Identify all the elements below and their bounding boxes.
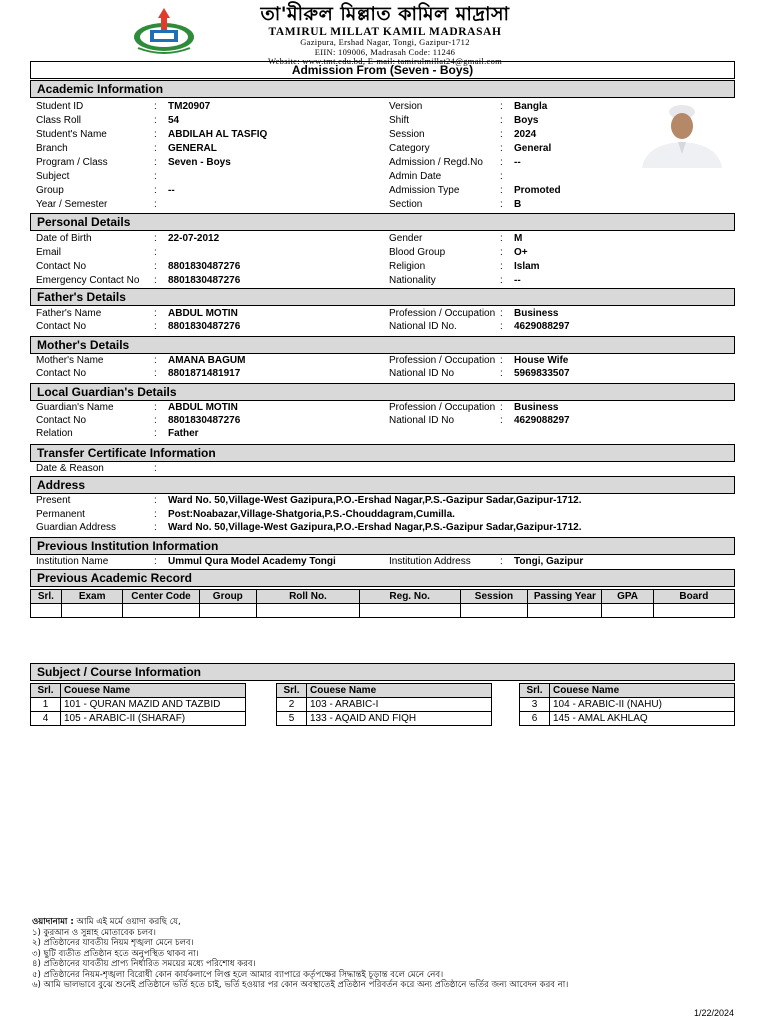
father-field-value: Business xyxy=(514,308,559,319)
previous-record-cell xyxy=(61,604,123,618)
academic-field-label: Version xyxy=(389,101,423,112)
mother-row xyxy=(36,354,726,367)
header-text xyxy=(220,2,550,67)
academic-field-label: Branch xyxy=(36,143,68,154)
subject-row xyxy=(520,698,735,712)
academic-field-label: Group xyxy=(36,185,64,196)
address-row xyxy=(36,508,726,521)
subject-row xyxy=(277,698,492,712)
previous-record-column-header: Center Code xyxy=(123,590,199,604)
colon: : xyxy=(154,415,157,426)
declaration-heading xyxy=(32,917,752,928)
father-field-label: Father's Name xyxy=(36,308,102,319)
guardian-row xyxy=(36,401,726,414)
previous-record-cell xyxy=(602,604,653,618)
academic-field-value: Promoted xyxy=(514,185,561,196)
guardian-field-value: Business xyxy=(514,402,559,413)
subject-header-row xyxy=(31,684,246,698)
personal-field-label: Nationality xyxy=(389,275,436,286)
subject-name-header: Couese Name xyxy=(550,684,735,698)
academic-field-label: Admission Type xyxy=(389,185,460,196)
guardian-field-label: Guardian's Name xyxy=(36,402,114,413)
colon: : xyxy=(154,275,157,286)
mother-field-value: AMANA BAGUM xyxy=(168,355,246,366)
academic-row xyxy=(36,100,726,113)
mother-field-label: Contact No xyxy=(36,368,87,379)
personal-row xyxy=(36,274,726,287)
academic-field-label: Admission / Regd.No xyxy=(389,157,483,168)
previous-record-column-header: Board xyxy=(653,590,734,604)
colon: : xyxy=(154,463,157,474)
colon: : xyxy=(500,247,503,258)
subject-name: 103 - ARABIC-I xyxy=(307,698,492,712)
academic-field-value: B xyxy=(514,199,522,210)
mother-row xyxy=(36,367,726,380)
colon: : xyxy=(500,185,503,196)
address-label: Permanent xyxy=(36,508,85,520)
madrasah-name-english: TAMIRUL MILLAT KAMIL MADRASAH xyxy=(268,26,502,38)
colon: : xyxy=(500,402,503,413)
personal-field-value: 8801830487276 xyxy=(168,275,241,286)
academic-field-label: Year / Semester xyxy=(36,199,108,210)
section-previous-institution: Previous Institution Information xyxy=(30,537,735,555)
section-previous-record: Previous Academic Record xyxy=(30,569,735,587)
previous-record-column-header: Passing Year xyxy=(528,590,602,604)
colon: : xyxy=(500,368,503,379)
personal-field-label: Email xyxy=(36,247,62,258)
academic-field-label: Student ID xyxy=(36,101,84,112)
colon: : xyxy=(154,233,157,244)
colon: : xyxy=(154,261,157,272)
madrasah-address: Gazipura, Ershad Nagar, Tongi, Gazipur-1712 xyxy=(300,37,470,47)
mother-field-label: Mother's Name xyxy=(36,355,104,366)
academic-field-label: Section xyxy=(389,199,423,210)
tc-date-reason-row xyxy=(36,462,726,475)
guardian-field-value: 4629088297 xyxy=(514,415,570,426)
academic-field-label: Class Roll xyxy=(36,115,82,126)
subject-row xyxy=(31,712,246,726)
colon: : xyxy=(154,157,157,168)
section-subjects: Subject / Course Information xyxy=(30,663,735,681)
father-row xyxy=(36,307,726,320)
colon: : xyxy=(154,495,157,506)
subject-header-row xyxy=(520,684,735,698)
declaration-item: ৬) আমি ভালভাবে বুঝে শুনেই প্রতিষ্ঠানে ভর্তি হতে চাই, ভর্তি হওয়ার পর কোন অবস্থাতেই প্রতিষ্ঠান পরিবর্তন করে অন্য প্রতিষ্ঠানে ভর্তির জন্য আবেদন করব না। xyxy=(32,980,569,990)
guardian-field-value: ABDUL MOTIN xyxy=(168,402,238,413)
personal-field-value: M xyxy=(514,233,523,244)
madrasah-codes: EIIN: 109006, Madrasah Code: 11246 xyxy=(314,46,456,57)
subject-srl: 3 xyxy=(520,698,550,712)
subject-srl-header: Srl. xyxy=(277,684,307,698)
colon: : xyxy=(154,115,157,126)
declaration-intro: আমি এই মর্মে ওয়াদা করছি যে, xyxy=(73,917,181,927)
madrasah-web: Website: www.tmt.edu.bd, E-mail: tamirulmillat24@gmail.com xyxy=(267,56,503,66)
academic-field-value: Seven - Boys xyxy=(168,157,231,168)
personal-field-value: O+ xyxy=(514,247,528,258)
colon: : xyxy=(500,115,503,126)
academic-field-label: Student's Name xyxy=(36,129,107,140)
academic-row xyxy=(36,156,726,169)
declaration-item: ৫) প্রতিষ্ঠানের নিয়ম-শৃঙ্খলা বিরোধী কোন কার্যকলাপে লিপ্ত হলে আমার ব্যাপারে কর্তৃপক্ষের সিদ্ধান্তই চূড়ান্ত বলে মেনে নেব। xyxy=(32,969,444,980)
colon: : xyxy=(154,247,157,258)
academic-row xyxy=(36,198,726,211)
subject-name: 133 - AQAID AND FIQH xyxy=(307,712,492,726)
father-field-value: ABDUL MOTIN xyxy=(168,308,238,319)
academic-row xyxy=(36,128,726,141)
academic-field-value: ABDILAH AL TASFIQ xyxy=(168,129,268,140)
previous-record-column-header: Roll No. xyxy=(257,590,360,604)
declaration-item: ২) প্রতিষ্ঠানের যাবতীয় নিয়ম শৃঙ্খলা মেনে চলব। xyxy=(32,938,194,948)
subject-srl-header: Srl. xyxy=(520,684,550,698)
subject-table xyxy=(276,683,492,726)
institution-address-value: Tongi, Gazipur xyxy=(514,556,584,567)
academic-row xyxy=(36,114,726,127)
colon: : xyxy=(154,402,157,413)
personal-field-value: 8801830487276 xyxy=(168,261,241,272)
mother-field-value: House Wife xyxy=(514,355,569,366)
subject-row xyxy=(520,712,735,726)
subject-srl: 4 xyxy=(31,712,61,726)
colon: : xyxy=(154,185,157,196)
institution-name-label: Institution Name xyxy=(36,556,109,567)
institution-name-value: Ummul Qura Model Academy Tongi xyxy=(168,556,336,567)
institution-address-label: Institution Address xyxy=(389,556,471,567)
academic-field-label: Shift xyxy=(389,115,410,126)
subject-srl: 5 xyxy=(277,712,307,726)
subject-table xyxy=(30,683,246,726)
personal-field-label: Emergency Contact No xyxy=(36,275,140,286)
academic-field-value: TM20907 xyxy=(168,101,211,112)
colon: : xyxy=(154,556,157,567)
personal-field-label: Date of Birth xyxy=(36,233,92,244)
personal-field-label: Blood Group xyxy=(389,247,446,258)
section-academic: Academic Information xyxy=(30,80,735,98)
previous-record-column-header: GPA xyxy=(602,590,653,604)
personal-field-label: Religion xyxy=(389,261,426,272)
declaration xyxy=(32,917,752,991)
colon: : xyxy=(154,308,157,319)
address-row xyxy=(36,494,726,507)
father-row xyxy=(36,320,726,333)
subject-srl: 6 xyxy=(520,712,550,726)
academic-row xyxy=(36,184,726,197)
subject-srl: 1 xyxy=(31,698,61,712)
colon: : xyxy=(500,233,503,244)
madrasah-logo-icon xyxy=(128,4,200,56)
subject-srl: 2 xyxy=(277,698,307,712)
mother-field-value: 5969833507 xyxy=(514,368,570,379)
colon: : xyxy=(154,199,157,210)
colon: : xyxy=(500,415,503,426)
form-title: Admission From (Seven - Boys) xyxy=(30,61,735,79)
academic-field-label: Program / Class xyxy=(36,157,108,168)
father-field-label: National ID No. xyxy=(389,321,457,332)
subject-name-header: Couese Name xyxy=(307,684,492,698)
academic-field-value: Bangla xyxy=(514,101,548,112)
academic-field-value: -- xyxy=(514,157,521,168)
guardian-field-label: Relation xyxy=(36,428,73,439)
personal-row xyxy=(36,232,726,245)
colon: : xyxy=(500,129,503,140)
declaration-item: ৩) ছুটি ব্যতীত প্রতিষ্ঠান হতে অনুপস্থিত থাকব না। xyxy=(32,948,199,959)
student-photo xyxy=(636,102,728,168)
colon: : xyxy=(154,321,157,332)
colon: : xyxy=(154,368,157,379)
address-value: Post:Noabazar,Village-Shatgoria,P.S.-Chouddagram,Cumilla. xyxy=(168,508,455,520)
guardian-field-label: Profession / Occupation xyxy=(389,402,496,413)
section-address: Address xyxy=(30,476,735,494)
address-row xyxy=(36,521,726,534)
section-personal: Personal Details xyxy=(30,213,735,231)
declaration-item: ১) কুরআন ও সুন্নাহ মোতাবেক চলব। xyxy=(32,927,156,938)
previous-record-cell xyxy=(123,604,199,618)
academic-field-value: GENERAL xyxy=(168,143,217,154)
previous-record-column-header: Group xyxy=(199,590,257,604)
colon: : xyxy=(154,143,157,154)
subject-table xyxy=(519,683,735,726)
previous-record-cell xyxy=(528,604,602,618)
mother-field-value: 8801871481917 xyxy=(168,368,241,379)
tc-label: Date & Reason xyxy=(36,463,104,474)
previous-institution-row xyxy=(36,555,726,568)
personal-field-label: Contact No xyxy=(36,261,87,272)
colon: : xyxy=(500,157,503,168)
personal-row xyxy=(36,246,726,259)
declaration-item: ৪) প্রতিষ্ঠানের যাবতীয় প্রাপ্য নির্ধারিত সময়ের মধ্যে পরিশোধ করব। xyxy=(32,959,256,969)
personal-field-value: Islam xyxy=(514,261,540,272)
colon: : xyxy=(500,101,503,112)
section-transfer-certificate: Transfer Certificate Information xyxy=(30,444,735,462)
madrasah-name-bangla: তা'মীরুল মিল্লাত কামিল মাদ্রাসা xyxy=(260,3,510,25)
previous-record-cell xyxy=(257,604,360,618)
previous-record-header-row xyxy=(31,590,735,604)
academic-field-label: Session xyxy=(389,129,425,140)
academic-field-label: Admin Date xyxy=(389,171,442,182)
guardian-field-value: Father xyxy=(168,428,199,439)
colon: : xyxy=(500,321,503,332)
subject-row xyxy=(277,712,492,726)
previous-record-column-header: Exam xyxy=(61,590,123,604)
previous-record-column-header: Srl. xyxy=(31,590,62,604)
subject-row xyxy=(31,698,246,712)
academic-field-label: Subject xyxy=(36,171,70,182)
section-guardian: Local Guardian's Details xyxy=(30,383,735,401)
colon: : xyxy=(154,428,157,439)
colon: : xyxy=(500,171,503,182)
previous-record-column-header: Reg. No. xyxy=(359,590,460,604)
section-mother: Mother's Details xyxy=(30,336,735,354)
address-label: Guardian Address xyxy=(36,522,117,533)
colon: : xyxy=(500,275,503,286)
personal-field-label: Gender xyxy=(389,233,423,244)
previous-record-empty-row xyxy=(31,604,735,618)
colon: : xyxy=(154,522,157,533)
academic-field-value: 54 xyxy=(168,115,180,126)
academic-field-value: 2024 xyxy=(514,129,537,140)
academic-field-value: Boys xyxy=(514,115,539,126)
colon: : xyxy=(500,308,503,319)
father-field-value: 4629088297 xyxy=(514,321,570,332)
subject-srl-header: Srl. xyxy=(31,684,61,698)
address-value: Ward No. 50,Village-West Gazipura,P.O.-Ershad Nagar,P.S.-Gazipur Sadar,Gazipur-1712. xyxy=(168,495,582,506)
personal-field-value: 22-07-2012 xyxy=(168,233,220,244)
colon: : xyxy=(154,171,157,182)
address-label: Present xyxy=(36,495,71,506)
guardian-row xyxy=(36,414,726,427)
declaration-title: ওয়াদানামা : xyxy=(32,917,74,927)
subject-header-row xyxy=(277,684,492,698)
previous-record-cell xyxy=(199,604,257,618)
academic-field-value: -- xyxy=(168,185,175,196)
declaration-items xyxy=(32,928,752,991)
previous-record-cell xyxy=(653,604,734,618)
colon: : xyxy=(500,556,503,567)
subject-name: 101 - QURAN MAZID AND TAZBID xyxy=(61,698,246,712)
colon: : xyxy=(500,355,503,366)
previous-record-cell xyxy=(359,604,460,618)
father-field-label: Profession / Occupation xyxy=(389,308,496,319)
previous-record-column-header: Session xyxy=(460,590,528,604)
mother-field-label: National ID No xyxy=(389,368,455,379)
mother-field-label: Profession / Occupation xyxy=(389,355,496,366)
colon: : xyxy=(154,101,157,112)
colon: : xyxy=(154,508,157,520)
academic-field-value: General xyxy=(514,143,552,154)
subject-name: 104 - ARABIC-II (NAHU) xyxy=(550,698,735,712)
father-field-value: 8801830487276 xyxy=(168,321,241,332)
guardian-field-label: Contact No xyxy=(36,415,87,426)
colon: : xyxy=(154,129,157,140)
previous-record-table xyxy=(30,589,735,618)
colon: : xyxy=(500,261,503,272)
personal-row xyxy=(36,260,726,273)
academic-row xyxy=(36,142,726,155)
guardian-field-value: 8801830487276 xyxy=(168,415,241,426)
section-father: Father's Details xyxy=(30,288,735,306)
previous-record-cell xyxy=(460,604,528,618)
address-value: Ward No. 50,Village-West Gazipura,P.O.-Ershad Nagar,P.S.-Gazipur Sadar,Gazipur-1712. xyxy=(168,522,582,533)
subject-name: 105 - ARABIC-II (SHARAF) xyxy=(61,712,246,726)
personal-field-value: -- xyxy=(514,275,521,286)
footer-date: 1/22/2024 xyxy=(693,1008,734,1018)
colon: : xyxy=(500,143,503,154)
guardian-field-label: National ID No xyxy=(389,415,455,426)
guardian-row xyxy=(36,427,726,440)
father-field-label: Contact No xyxy=(36,321,87,332)
colon: : xyxy=(500,199,503,210)
subject-name-header: Couese Name xyxy=(61,684,246,698)
academic-row xyxy=(36,170,726,183)
colon: : xyxy=(154,355,157,366)
previous-record-cell xyxy=(31,604,62,618)
academic-field-label: Category xyxy=(389,143,430,154)
header xyxy=(0,0,768,66)
subject-name: 145 - AMAL AKHLAQ xyxy=(550,712,735,726)
